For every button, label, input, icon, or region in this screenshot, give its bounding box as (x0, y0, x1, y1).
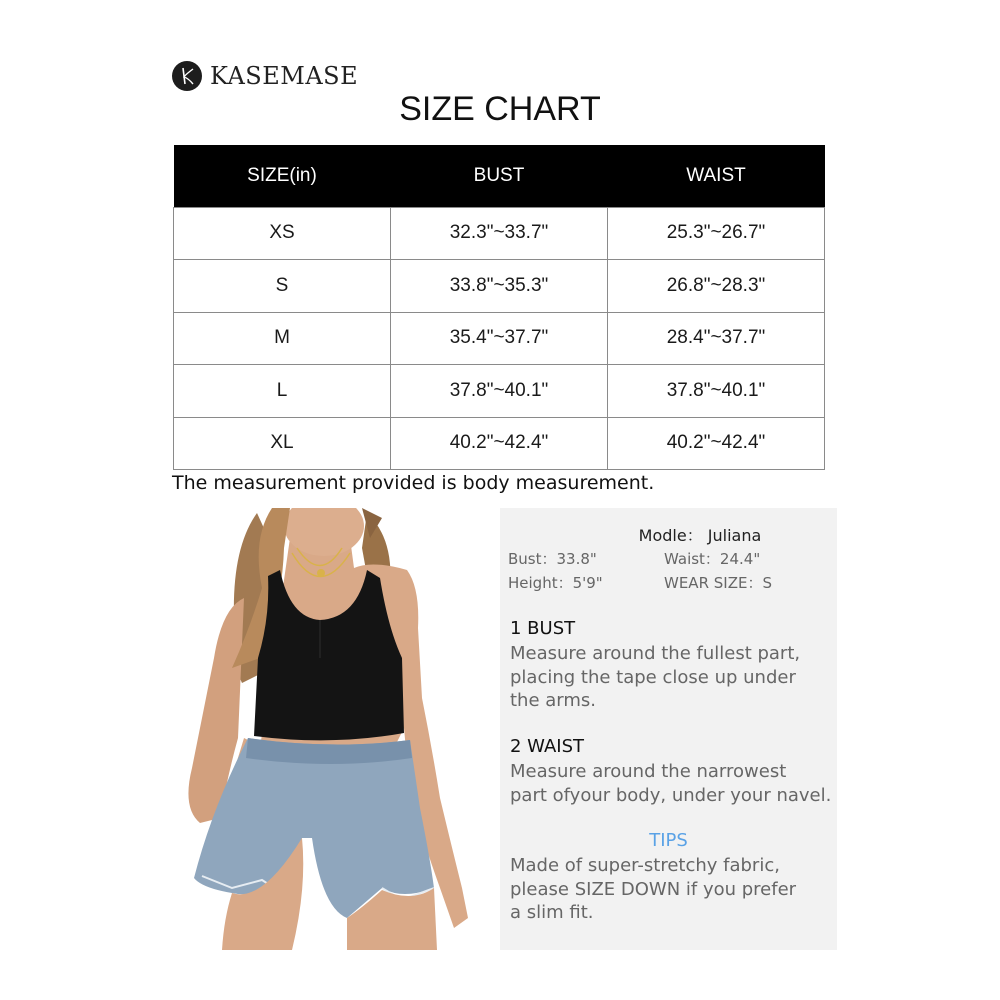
model-height: Height：5'9" (508, 574, 603, 592)
bust-instructions (510, 642, 840, 713)
header-size: SIZE(in) (174, 145, 391, 207)
cell-waist: 25.3"~26.7" (608, 207, 825, 260)
table-row (174, 365, 825, 418)
bust-heading: 1 BUST (510, 618, 576, 639)
waist-line: Measure around the narrowest (510, 761, 787, 782)
brand-logo-icon (172, 61, 202, 91)
size-table (173, 145, 825, 470)
tips-line: a slim fit. (510, 902, 594, 923)
brand-logo (172, 60, 358, 92)
table-row (174, 417, 825, 470)
cell-size: M (174, 312, 391, 365)
waist-instructions (510, 760, 840, 807)
model-waist: Waist：24.4" (664, 550, 761, 568)
model-wear-size: WEAR SIZE：S (664, 574, 772, 592)
bust-line: the arms. (510, 690, 597, 711)
cell-waist: 28.4"~37.7" (608, 312, 825, 365)
cell-size: S (174, 260, 391, 313)
cell-waist: 40.2"~42.4" (608, 417, 825, 470)
cell-size: XL (174, 417, 391, 470)
bust-line: Measure around the fullest part, (510, 643, 801, 664)
cell-bust: 32.3"~33.7" (391, 207, 608, 260)
model-photo (172, 508, 492, 950)
table-row (174, 207, 825, 260)
cell-bust: 37.8"~40.1" (391, 365, 608, 418)
cell-waist: 37.8"~40.1" (608, 365, 825, 418)
page-title: SIZE CHART (399, 90, 601, 128)
cell-bust: 33.8"~35.3" (391, 260, 608, 313)
table-row (174, 312, 825, 365)
cell-size: L (174, 365, 391, 418)
tips-line: Made of super-stretchy fabric, (510, 855, 780, 876)
table-row (174, 260, 825, 313)
model-info-panel (500, 508, 837, 950)
brand-name: KASEMASE (210, 62, 359, 90)
tips-text (510, 854, 840, 925)
cell-size: XS (174, 207, 391, 260)
model-bust: Bust：33.8" (508, 550, 597, 568)
header-bust: BUST (391, 145, 608, 207)
header-waist: WAIST (608, 145, 825, 207)
cell-bust: 40.2"~42.4" (391, 417, 608, 470)
table-header-row (174, 145, 825, 207)
tips-heading: TIPS (649, 830, 688, 851)
cell-waist: 26.8"~28.3" (608, 260, 825, 313)
bust-line: placing the tape close up under (510, 666, 796, 688)
waist-heading: 2 WAIST (510, 736, 585, 757)
waist-line: part ofyour body, under your navel. (510, 784, 832, 806)
cell-bust: 35.4"~37.7" (391, 312, 608, 365)
measurement-note: The measurement provided is body measurement. (172, 472, 655, 494)
tips-line: please SIZE DOWN if you prefer (510, 878, 797, 900)
model-name: Modle： Juliana (638, 526, 762, 545)
